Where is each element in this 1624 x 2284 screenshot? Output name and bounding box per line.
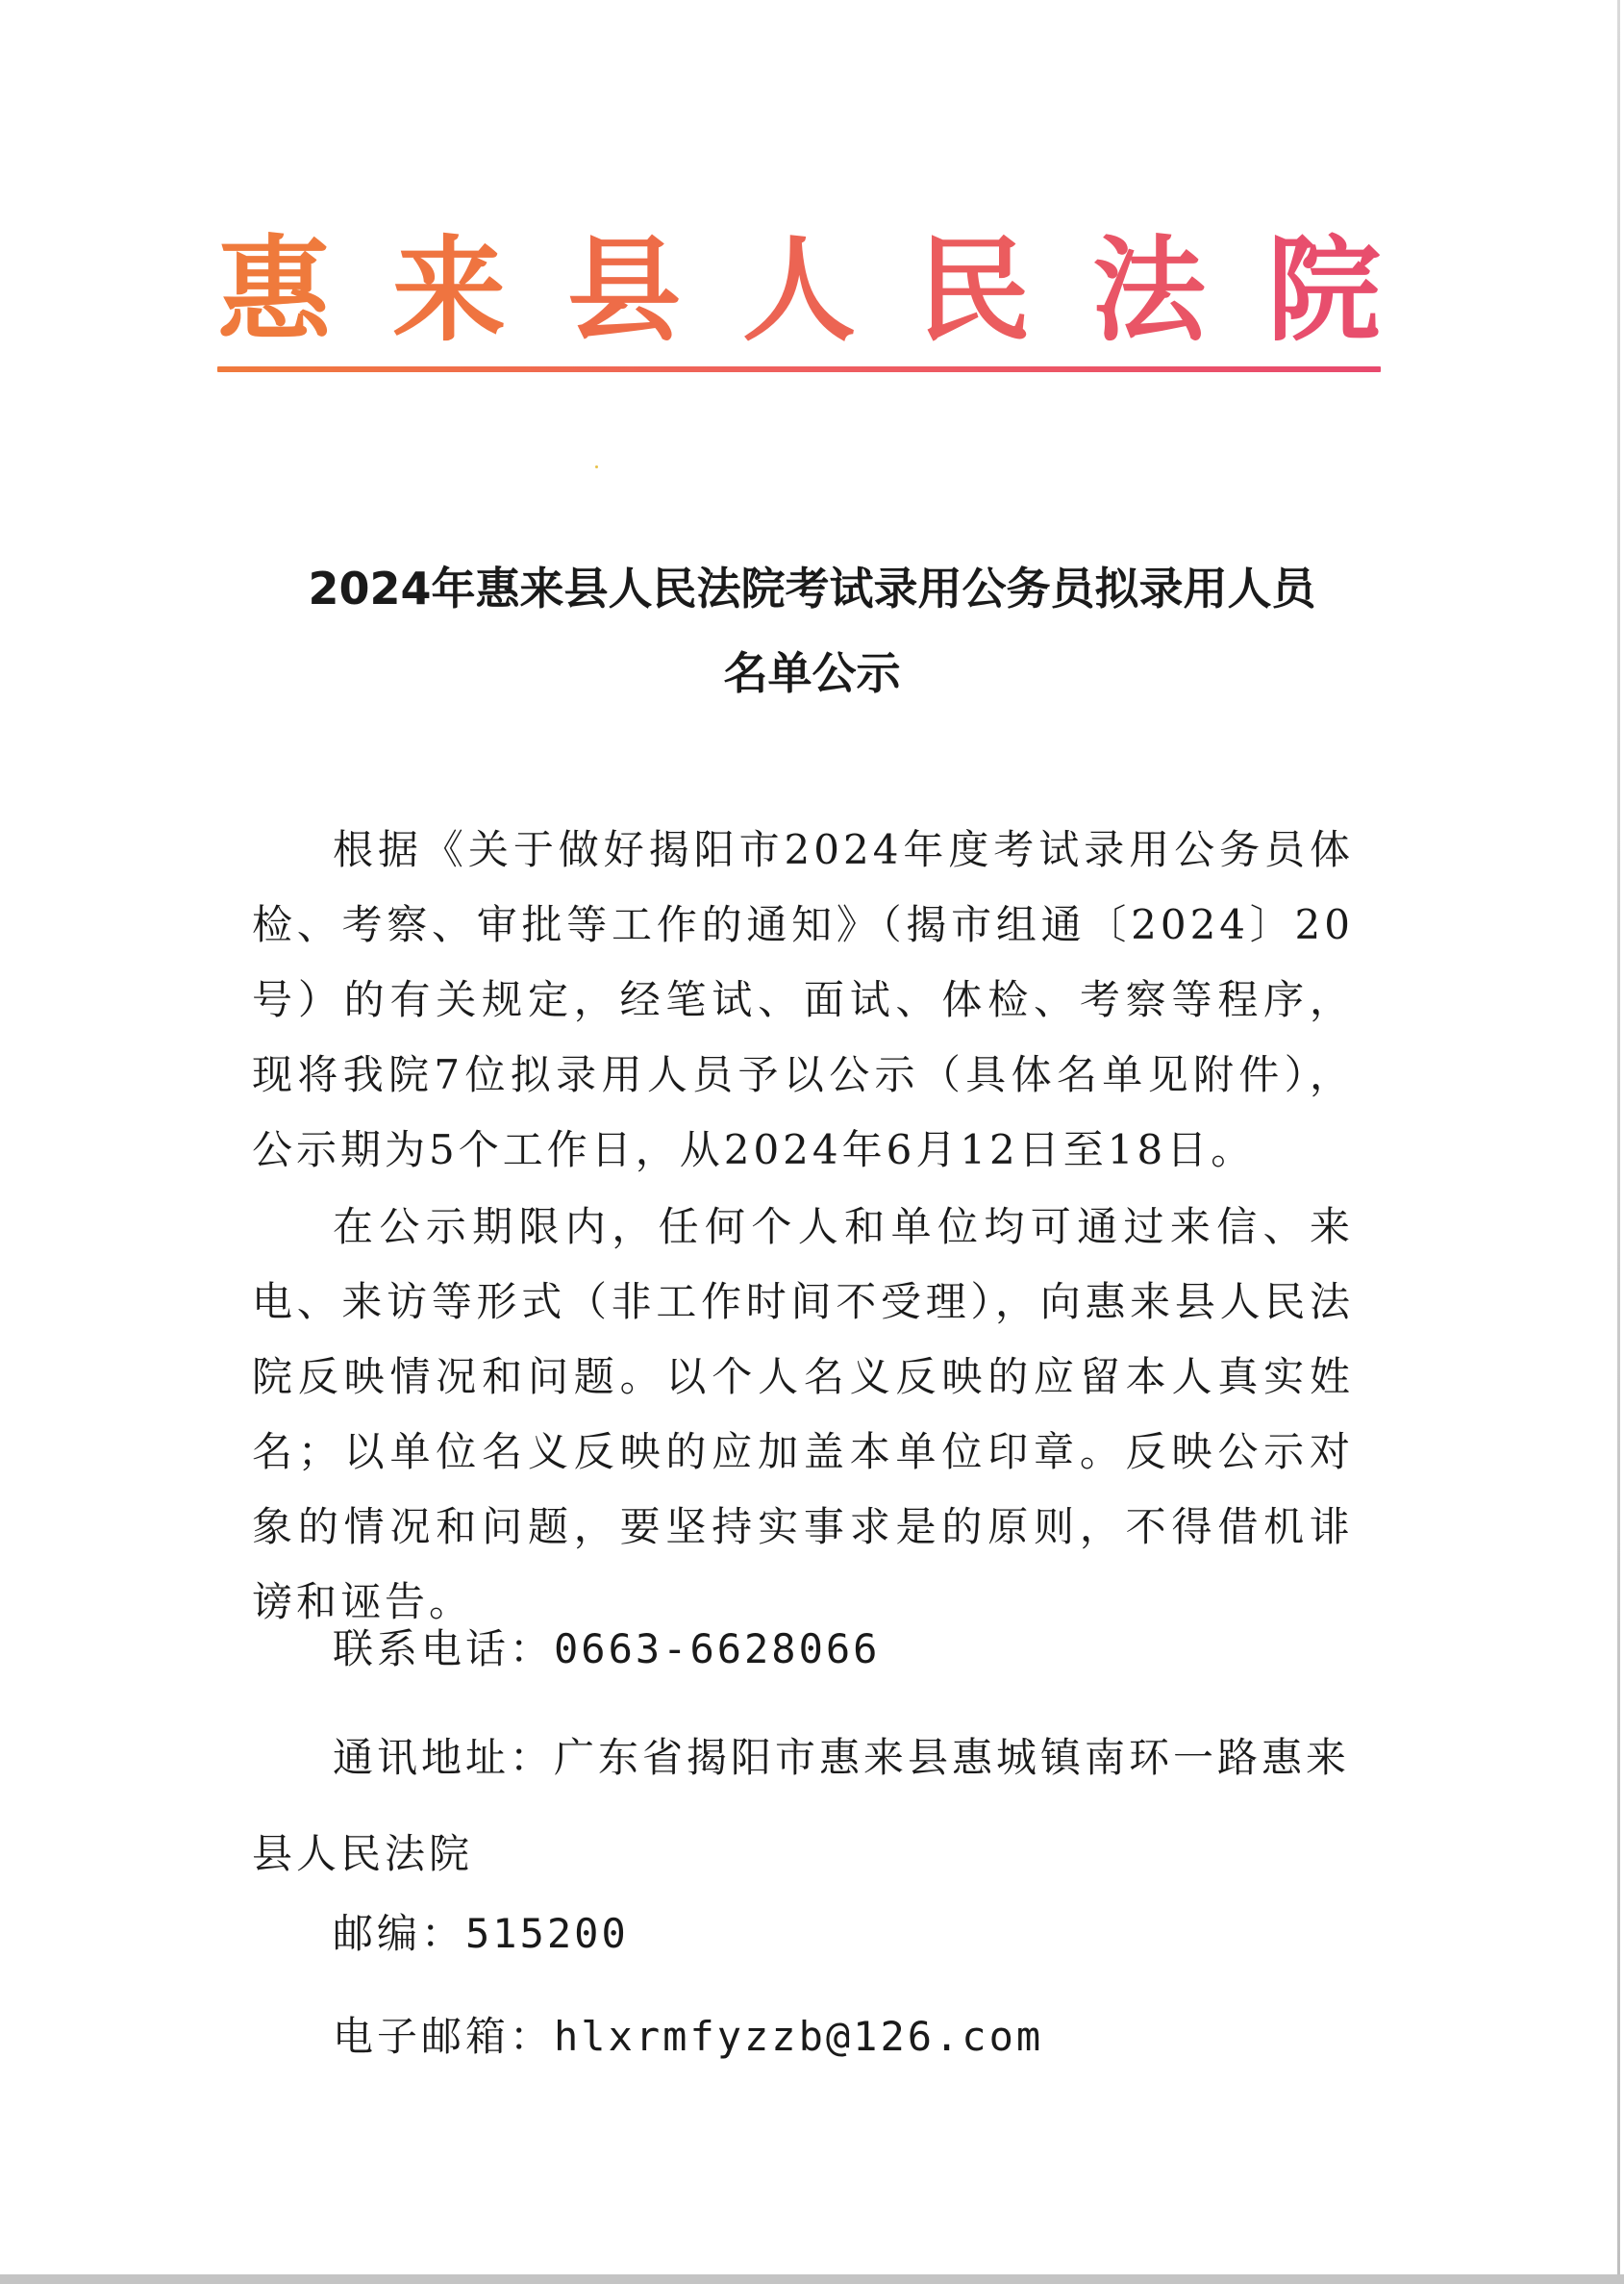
title-line-1: 2024年惠来县人民法院考试录用公务员拟录用人员	[308, 563, 1316, 615]
masthead-char: 惠	[217, 224, 332, 357]
masthead-char: 院	[1266, 224, 1381, 357]
contact-postcode	[252, 1896, 1354, 1971]
scan-speck	[595, 465, 598, 468]
masthead-red-rule	[217, 366, 1381, 372]
masthead-char: 县	[566, 224, 681, 357]
email-label: 电子邮箱：	[333, 2013, 555, 2060]
phone-value: 0663-6628066	[554, 1625, 881, 1672]
title-line-2: 名单公示	[723, 647, 901, 699]
masthead-char: 来	[391, 224, 506, 357]
scan-edge-right	[1617, 0, 1620, 2284]
postcode-label: 邮编：	[333, 1910, 466, 1957]
court-masthead	[217, 223, 1381, 358]
address-label: 通讯地址：	[333, 1734, 555, 1781]
postcode-value: 515200	[465, 1910, 629, 1957]
contact-email	[252, 1999, 1354, 2074]
document-body	[252, 813, 1354, 1640]
email-value: hlxrmfyzzb@126.com	[554, 2013, 1044, 2060]
document-title	[192, 546, 1432, 715]
masthead-char: 法	[1091, 224, 1206, 357]
address-value: 广东省揭阳市惠来县惠城镇南环一路惠来县人民法院	[252, 1734, 1351, 1877]
contact-address	[252, 1710, 1354, 1902]
contact-phone	[252, 1612, 1354, 1687]
masthead-char: 人	[741, 224, 856, 357]
masthead-char: 民	[916, 224, 1031, 357]
body-paragraph-1: 根据《关于做好揭阳市2024年度考试录用公务员体检、考察、审批等工作的通知》（揭市组通〔2024〕20号）的有关规定，经笔试、面试、体检、考察等程序，现将我院7位拟录用人员予以公示（具体名单见附件），公示期为5个工作日，从2024年6月12日至18日。	[252, 826, 1354, 1173]
scan-edge-bottom	[0, 2274, 1624, 2284]
phone-label: 联系电话：	[333, 1625, 555, 1672]
body-paragraph-2: 在公示期限内，任何个人和单位均可通过来信、来电、来访等形式（非工作时间不受理），向惠来县人民法院反映情况和问题。以个人名义反映的应留本人真实姓名；以单位名义反映的应加盖本单位印章。反映公示对象的情况和问题，要坚持实事求是的原则，不得借机诽谤和诬告。	[252, 1203, 1354, 1625]
